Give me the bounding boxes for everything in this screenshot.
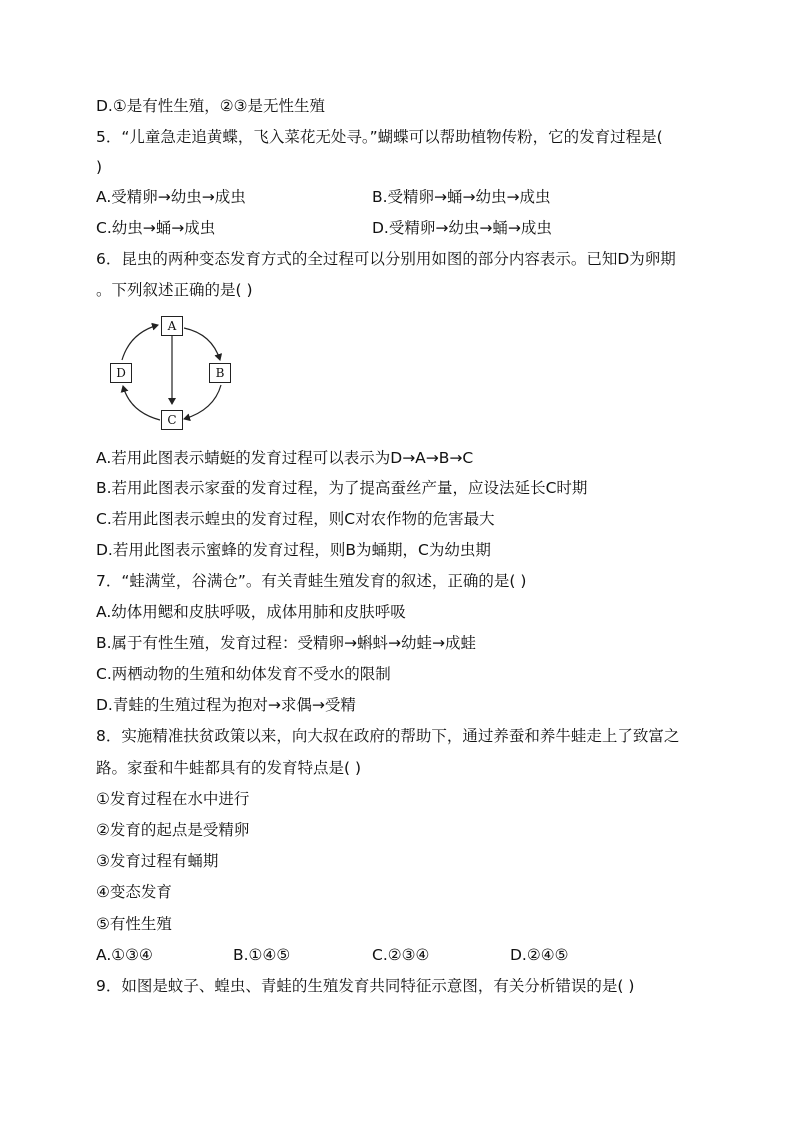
q5-option-b: B.受精卵→蛹→幼虫→成虫 — [372, 188, 551, 206]
q4-option-d: D.①是有性生殖，②③是无性生殖 — [96, 97, 326, 115]
q5-option-a: A.受精卵→幼虫→成虫 — [96, 188, 246, 206]
q6-stem: 6．昆虫的两种变态发育方式的全过程可以分别用如图的部分内容表示。已知D为卵期 — [96, 250, 676, 268]
q5-option-c: C.幼虫→蛹→成虫 — [96, 219, 216, 237]
q5-stem: 5．“儿童急走追黄蝶，飞入菜花无处寻。”蝴蝶可以帮助植物传粉，它的发育过程是( — [96, 128, 663, 146]
q6-option-a: A.若用此图表示蜻蜓的发育过程可以表示为D→A→B→C — [96, 449, 474, 467]
q8-item-5: ⑤有性生殖 — [96, 915, 172, 933]
q8-option-a: A.①③④ — [96, 946, 153, 964]
q8-item-4: ④变态发育 — [96, 883, 172, 901]
q5-stem-cont: ) — [96, 158, 103, 176]
q8-item-2: ②发育的起点是受精卵 — [96, 821, 250, 839]
life-cycle-diagram — [100, 308, 250, 434]
stage-box-c: C — [161, 410, 183, 430]
q8-stem: 8．实施精准扶贫政策以来，向大叔在政府的帮助下，通过养蚕和养牛蛙走上了致富之 — [96, 727, 680, 745]
q7-option-d: D.青蛙的生殖过程为抱对→求偶→受精 — [96, 696, 356, 714]
q6-option-b: B.若用此图表示家蚕的发育过程，为了提高蚕丝产量，应设法延长C时期 — [96, 479, 588, 497]
q6-stem-cont: 。下列叙述正确的是( ) — [96, 281, 253, 299]
q8-option-b: B.①④⑤ — [233, 946, 291, 964]
arrow-a-to-b — [184, 328, 220, 360]
stage-box-a: A — [161, 316, 183, 336]
arrow-c-to-d — [123, 386, 160, 420]
arrow-b-to-c — [184, 385, 221, 419]
stage-box-b: B — [209, 363, 231, 383]
q8-item-3: ③发育过程有蛹期 — [96, 852, 219, 870]
q6-option-c: C.若用此图表示蝗虫的发育过程，则C对农作物的危害最大 — [96, 510, 495, 528]
q8-option-c: C.②③④ — [372, 946, 430, 964]
q5-option-d: D.受精卵→幼虫→蛹→成虫 — [372, 219, 552, 237]
q8-stem-cont: 路。家蚕和牛蛙都具有的发育特点是( ) — [96, 759, 362, 777]
q8-item-1: ①发育过程在水中进行 — [96, 790, 250, 808]
q7-option-b: B.属于有性生殖，发育过程：受精卵→蝌蚪→幼蛙→成蛙 — [96, 634, 477, 652]
q7-option-a: A.幼体用鳃和皮肤呼吸，成体用肺和皮肤呼吸 — [96, 603, 406, 621]
q7-stem: 7．“蛙满堂，谷满仓”。有关青蛙生殖发育的叙述，正确的是( ) — [96, 572, 527, 590]
stage-box-d: D — [110, 363, 132, 383]
q8-option-d: D.②④⑤ — [510, 946, 569, 964]
q6-option-d: D.若用此图表示蜜蜂的发育过程，则B为蛹期，C为幼虫期 — [96, 541, 491, 559]
q9-stem: 9．如图是蚊子、蝗虫、青蛙的生殖发育共同特征示意图，有关分析错误的是( ) — [96, 977, 635, 995]
arrow-d-to-a — [122, 325, 158, 360]
q7-option-c: C.两栖动物的生殖和幼体发育不受水的限制 — [96, 665, 391, 683]
